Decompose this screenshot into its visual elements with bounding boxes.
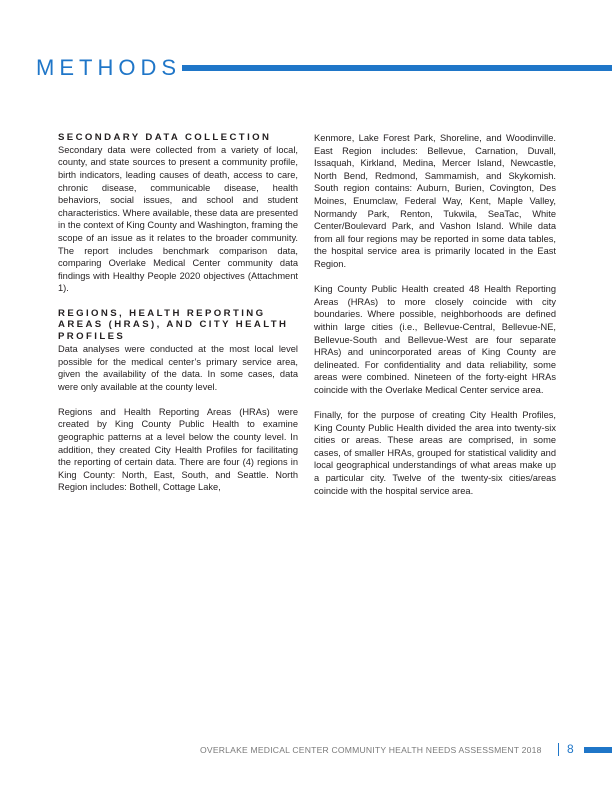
left-column bbox=[58, 132, 298, 507]
page-number: 8 bbox=[567, 742, 574, 756]
section-heading-regions: REGIONS, HEALTH REPORTING AREAS (HRAS), AND CITY HEALTH PROFILES bbox=[58, 307, 289, 343]
footer-accent-bar bbox=[584, 747, 612, 753]
paragraph-regions-hras: Regions and Health Reporting Areas (HRAs) were created by King County Public Health to examine geographic patterns at a level below the county level. In addition, they created City Health Profiles for facilitating the reporting of certain data. There are four (4) regions in King County: North, East, South, and Seattle. North Region includes: Bothell, Cottage Lake, bbox=[58, 406, 298, 493]
page-footer bbox=[200, 740, 612, 760]
paragraph-city-profiles: Finally, for the purpose of creating City Health Profiles, King County Public Health divided the area into twenty-six cities or areas. These areas are comprised, in some cases, of smaller HRAs, grouped for statistical validity and local geographical understandings of what areas make up a particular city. Twelve of the twenty-six cities/areas coincide with the hospital service area. bbox=[314, 410, 556, 496]
page-title: METHODS bbox=[36, 55, 181, 80]
paragraph-region-list: Kenmore, Lake Forest Park, Shoreline, and Woodinville. East Region includes: Bellevue, Carnation, Duvall, Issaquah, Kirkland, Medina, Mercer Island, Newcastle, North Bend, Redmond, Sammamish, and Skykomish. South region contains: Auburn, Burien, Covington, Des Moines, Enumclaw, Federal Way, Kent, Maple Valley, Normandy Park, Renton, Tukwila, SeaTac, White Center/Boulevard Park, and Vashon Island. While data from all four regions may be reported in some data tables, the hospital service area is primarily located in the East Region. bbox=[314, 133, 556, 269]
paragraph-regions-intro: Data analyses were conducted at the most local level possible for the medical center’s primary service area, given the availability of the data. In some cases, data were only available at the county level. bbox=[58, 343, 298, 392]
paragraph-secondary-data: Secondary data were collected from a variety of local, county, and state sources to present a community profile, birth indicators, leading causes of death, access to care, chronic disease, communicable disease, health behaviors, social issues, and school and student characteristics. Where available, these data are presented in the context of King County and Washington, framing the scope of an issue as it relates to the broader community. The report includes benchmark comparison data, comparing Overlake Medical Center community data findings with Healthy People 2020 objectives (Attachment 1). bbox=[58, 144, 298, 294]
page-header bbox=[36, 54, 612, 84]
footer-separator bbox=[558, 743, 559, 756]
section-heading-secondary-data: SECONDARY DATA COLLECTION bbox=[58, 132, 272, 143]
header-rule bbox=[182, 65, 612, 71]
footer-title: OVERLAKE MEDICAL CENTER COMMUNITY HEALTH NEEDS ASSESSMENT 2018 bbox=[200, 745, 542, 755]
paragraph-hra-definition: King County Public Health created 48 Health Reporting Areas (HRAs) to more closely coincide with city boundaries. Where possible, neighborhoods are defined within large cities (i.e., Bellevue-Central, Bellevue-NE, Bellevue-South and Bellevue-West are four separate HRAs) and unincorporated areas of King County are delineated. For confidentiality and data reliability, some areas were combined. Nineteen of the forty-eight HRAs coincide with the Overlake Medical Center service area. bbox=[314, 284, 556, 395]
right-column bbox=[314, 132, 556, 510]
